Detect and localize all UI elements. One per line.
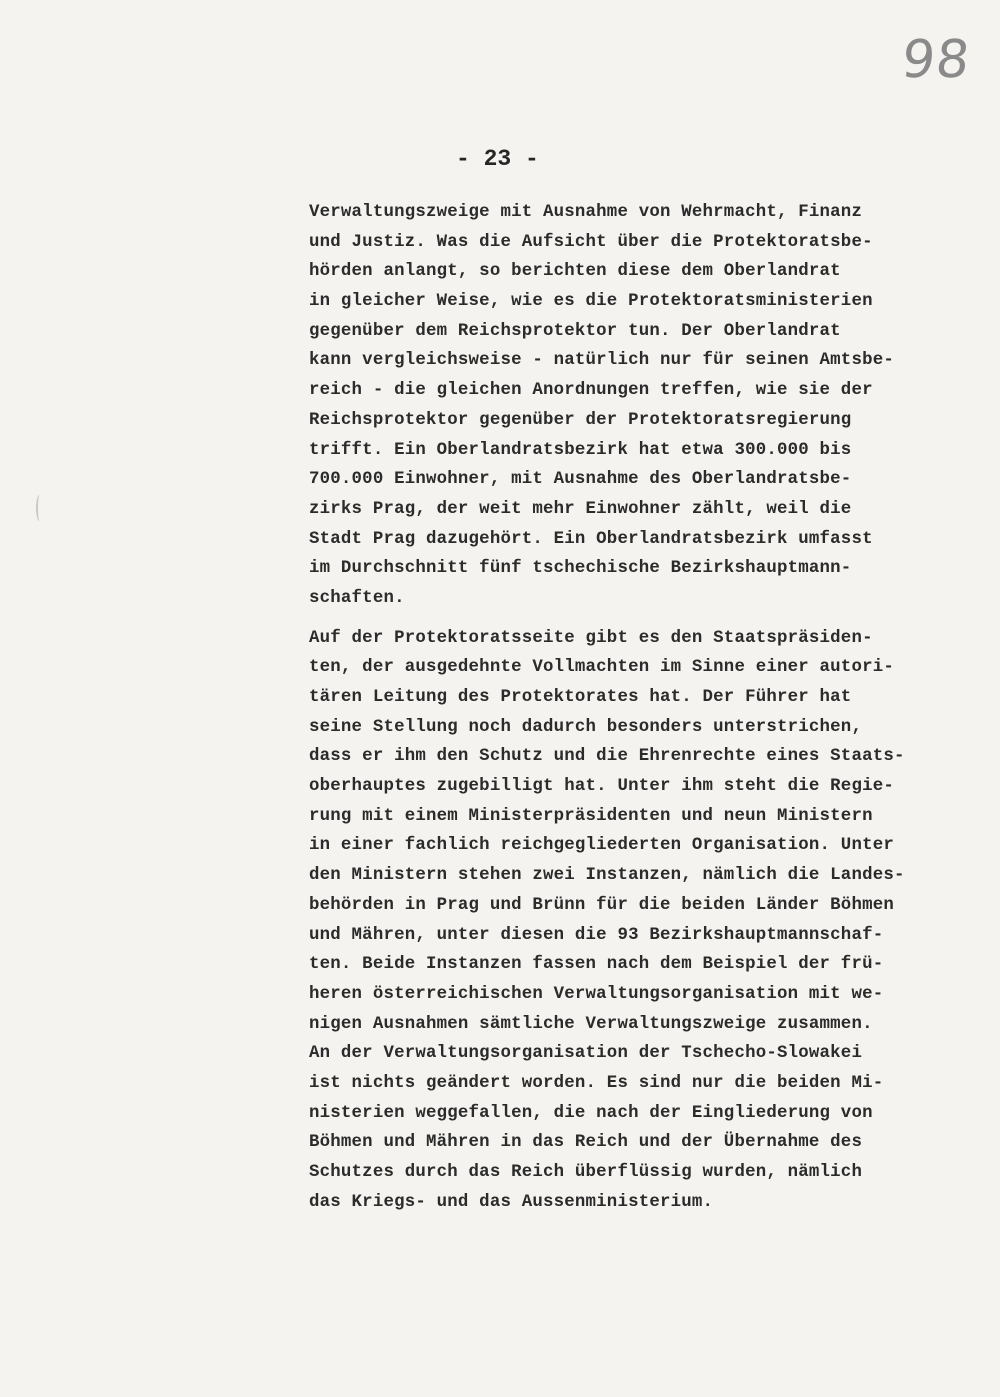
text-line: tären Leitung des Protektorates hat. Der Führer hat [309, 688, 852, 707]
text-line: den Ministern stehen zwei Instanzen, nämlich die Landes- [309, 866, 905, 886]
text-line: oberhauptes zugebilligt hat. Unter ihm steht die Regie- [309, 777, 894, 797]
text-line: Reichsprotektor gegenüber der Protektoratsregierung [309, 410, 852, 430]
text-line: nigen Ausnahmen sämtliche Verwaltungszweige zusammen. [309, 1014, 873, 1034]
text-line: und Mähren, unter diesen die 93 Bezirkshauptmannschaf- [309, 925, 884, 945]
text-line: zirks Prag, der weit mehr Einwohner zählt, weil die [309, 499, 852, 519]
text-line: Böhmen und Mähren in das Reich und der Übernahme des [309, 1133, 863, 1153]
text-line: 700.000 Einwohner, mit Ausnahme des Oberlandratsbe- [309, 470, 852, 490]
text-line: seine Stellung noch dadurch besonders unterstrichen, [309, 717, 863, 737]
text-line: schaften. [309, 588, 405, 608]
body-text [309, 198, 989, 1217]
text-line: Stadt Prag dazugehört. Ein Oberlandratsbezirk umfasst [309, 529, 873, 549]
text-line: nisterien weggefallen, die nach der Eingliederung von [309, 1103, 873, 1123]
text-line: in gleicher Weise, wie es die Protektoratsministerien [309, 292, 873, 312]
paragraph-gap [309, 614, 989, 624]
text-line: Schutzes durch das Reich überflüssig wurden, nämlich [309, 1163, 863, 1182]
handwritten-page-number: 98 [898, 30, 974, 90]
text-line: dass er ihm den Schutz und die Ehrenrechte eines Staats- [309, 747, 905, 767]
paragraph-2 [309, 624, 989, 1218]
text-line: ist nichts geändert worden. Es sind nur die beiden Mi- [309, 1073, 884, 1093]
text-line: hörden anlangt, so berichten diese dem Oberlandrat [309, 262, 841, 282]
text-line: An der Verwaltungsorganisation der Tschecho-Slowakei [309, 1044, 863, 1064]
text-line: trifft. Ein Oberlandratsbezirk hat etwa 300.000 bis [309, 440, 852, 460]
text-line: heren österreichischen Verwaltungsorganisation mit we- [309, 984, 884, 1004]
paper-mark [36, 495, 43, 521]
text-line: im Durchschnitt fünf tschechische Bezirkshauptmann- [309, 559, 852, 579]
text-line: ten, der ausgedehnte Vollmachten im Sinne einer autori- [309, 658, 894, 678]
paragraph-1 [309, 198, 989, 614]
text-line: und Justiz. Was die Aufsicht über die Protektoratsbe- [309, 232, 873, 252]
text-line: reich - die gleichen Anordnungen treffen, wie sie der [309, 381, 873, 401]
text-line: rung mit einem Ministerpräsidenten und neun Ministern [309, 806, 873, 826]
text-line: Verwaltungszweige mit Ausnahme von Wehrmacht, Finanz [309, 203, 863, 222]
text-line: das Kriegs- und das Aussenministerium. [309, 1192, 714, 1212]
text-line: ten. Beide Instanzen fassen nach dem Beispiel der frü- [309, 955, 884, 975]
text-line: kann vergleichsweise - natürlich nur für seinen Amtsbe- [309, 351, 894, 371]
text-line: Auf der Protektoratsseite gibt es den Staatspräsiden- [309, 628, 873, 648]
text-line: in einer fachlich reichgegliederten Organisation. Unter [309, 836, 894, 856]
text-line: behörden in Prag und Brünn für die beiden Länder Böhmen [309, 895, 894, 915]
text-line: gegenüber dem Reichsprotektor tun. Der Oberlandrat [309, 321, 841, 341]
page-number: - 23 - [456, 146, 539, 172]
